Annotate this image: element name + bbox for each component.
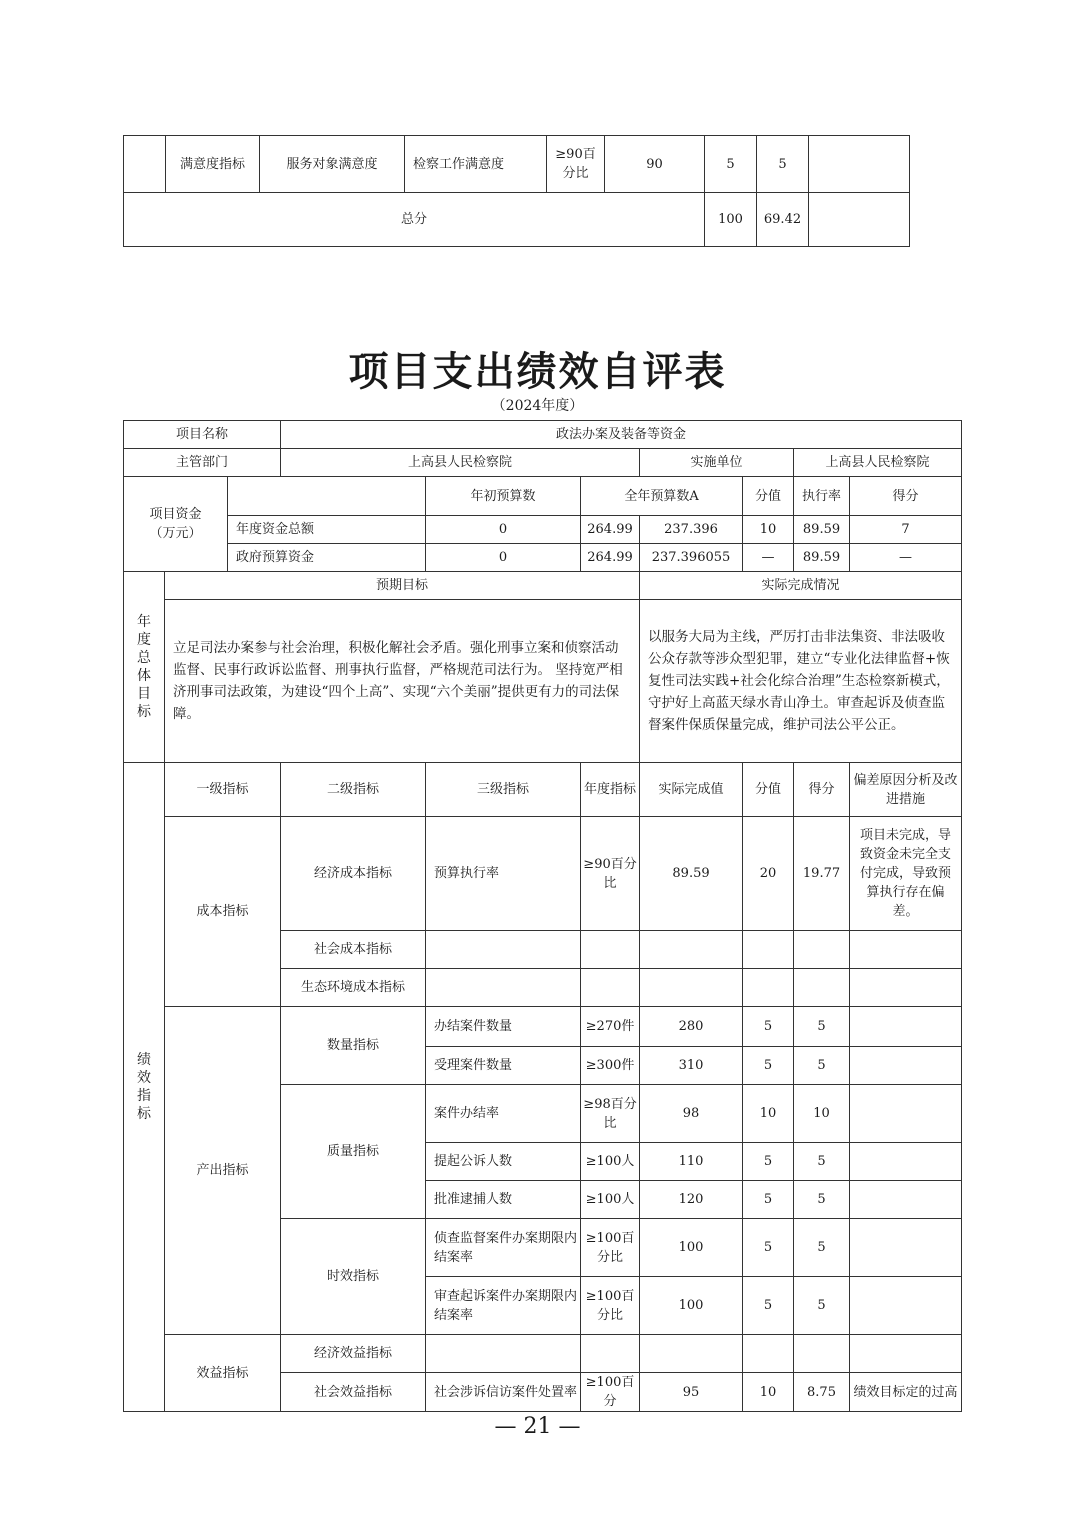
col-weight: 分值 bbox=[743, 477, 794, 516]
dept-label: 主管部门 bbox=[124, 449, 281, 477]
benefit-indicator-label: 效益指标 bbox=[165, 1335, 281, 1412]
indicator-row: 批准逮捕人数 ≥100人 120 5 5 bbox=[124, 1181, 962, 1219]
impl-value: 上高县人民检察院 bbox=[794, 449, 962, 477]
page-title: 项目支出绩效自评表 bbox=[348, 349, 727, 395]
indicator-row: 效益指标 经济效益指标 bbox=[124, 1335, 962, 1373]
indicator-row: 产出指标 数量指标 办结案件数量 ≥270件 280 5 5 bbox=[124, 1007, 962, 1047]
total-weight: 100 bbox=[705, 193, 757, 247]
goals-header-row bbox=[124, 572, 962, 600]
indicator-row: 成本指标 经济成本指标 预算执行率 ≥90百分比 89.59 20 19.77 项目未完成，导致资金未完全支付完成，导致预算执行存在偏差。 bbox=[124, 817, 962, 931]
impl-label: 实施单位 bbox=[640, 449, 794, 477]
cost-indicator-label: 成本指标 bbox=[165, 817, 281, 1007]
indicator-row: 质量指标 案件办结率 ≥98百分比 98 10 10 bbox=[124, 1085, 962, 1143]
total-label: 总分 bbox=[124, 193, 705, 247]
project-name-label: 项目名称 bbox=[124, 421, 281, 449]
indicator-row: 生态环境成本指标 bbox=[124, 969, 962, 1007]
actual-label: 实际完成情况 bbox=[640, 572, 962, 600]
indicator-row: 审查起诉案件办案期限内结案率 ≥100百分比 100 5 5 bbox=[124, 1277, 962, 1335]
project-name-row bbox=[124, 421, 962, 449]
indicator-row: 提起公诉人数 ≥100人 110 5 5 bbox=[124, 1143, 962, 1181]
total-score: 69.42 bbox=[757, 193, 809, 247]
output-indicator-label: 产出指标 bbox=[165, 1007, 281, 1335]
expected-label: 预期目标 bbox=[165, 572, 640, 600]
score-cell: 5 bbox=[757, 136, 809, 193]
expected-goal-text: 立足司法办案参与社会治理，积极化解社会矛盾。强化刑事立案和侦察活动监督、民事行政诉讼监督、刑事执行监督，严格规范司法行为。 坚持宽严相济刑事司法政策，为建设“四个上高”、实现“六个美丽”提供更有力的司法保障。 bbox=[165, 600, 640, 763]
project-name: 政法办案及装备等资金 bbox=[281, 421, 962, 449]
dept-value: 上高县人民检察院 bbox=[281, 449, 640, 477]
funds-label: 项目资金（万元） bbox=[124, 477, 228, 572]
funds-header-row bbox=[124, 477, 962, 516]
level3-cell: 检察工作满意度 bbox=[405, 136, 547, 193]
target-cell: ≥90百分比 bbox=[547, 136, 605, 193]
funds-row: 政府预算资金 0 264.99 237.396055 — 89.59 — bbox=[124, 544, 962, 572]
actual-cell: 90 bbox=[605, 136, 705, 193]
goals-row bbox=[124, 600, 962, 763]
page-number: — 21 — bbox=[494, 1414, 581, 1439]
note-cell bbox=[809, 136, 910, 193]
indicators-header-row: 绩效指标 一级指标 二级指标 三级指标 年度指标 实际完成值 分值 得分 偏差原因分析及改进措施 bbox=[124, 763, 962, 817]
weight-cell: 5 bbox=[705, 136, 757, 193]
indicator-row: 受理案件数量 ≥300件 310 5 5 bbox=[124, 1047, 962, 1085]
indicator-row: 时效指标 侦查监督案件办案期限内结案率 ≥100百分比 100 5 5 bbox=[124, 1219, 962, 1277]
actual-goal-text: 以服务大局为主线，严厉打击非法集资、非法吸收公众存款等涉众型犯罪，建立“专业化法律监督+恢复性司法实践+社会化综合治理”生态检察新模式，守护好上高蓝天绿水青山净土。审查起诉及侦查监督案件保质保量完成，维护司法公平公正。 bbox=[640, 600, 962, 763]
col-score: 得分 bbox=[850, 477, 962, 516]
indicator-row: 社会成本指标 bbox=[124, 931, 962, 969]
level2-cell: 服务对象满意度 bbox=[260, 136, 405, 193]
total-note bbox=[809, 193, 910, 247]
col-full: 全年预算数A bbox=[581, 477, 743, 516]
col-rate: 执行率 bbox=[794, 477, 850, 516]
col-initial: 年初预算数 bbox=[426, 477, 581, 516]
page-subtitle: （2024年度） bbox=[491, 398, 584, 414]
goals-label: 年度总体目标 bbox=[124, 572, 165, 763]
dept-row bbox=[124, 449, 962, 477]
previous-table-tail bbox=[123, 135, 910, 247]
funds-row: 年度资金总额 0 264.99 237.396 10 89.59 7 bbox=[124, 516, 962, 544]
indicators-label: 绩效指标 bbox=[124, 763, 165, 1412]
total-row bbox=[124, 193, 910, 247]
indicator-row: 社会效益指标 社会涉诉信访案件处置率 ≥100百分 95 10 8.75 绩效目标定的过高 bbox=[124, 1373, 962, 1412]
level1-cell: 满意度指标 bbox=[166, 136, 260, 193]
evaluation-table bbox=[123, 420, 962, 1412]
satisfaction-row bbox=[124, 136, 910, 193]
